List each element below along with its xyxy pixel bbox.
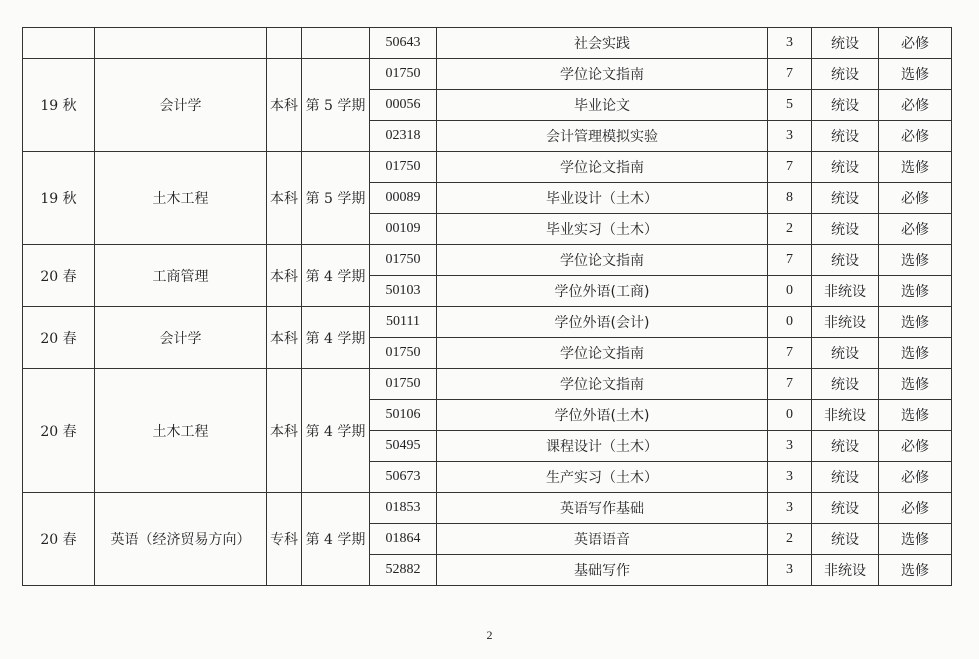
course-type-cell: 统设 [812, 369, 879, 400]
course-code-cell: 50643 [370, 28, 437, 59]
course-code-cell: 52882 [370, 555, 437, 586]
group-semester-cell: 第 4 学期 [302, 307, 370, 369]
course-name-cell: 学位外语(会计) [437, 307, 768, 338]
group-major-cell: 英语（经济贸易方向） [95, 493, 267, 586]
course-credit-cell: 2 [768, 524, 812, 555]
course-nature-cell: 选修 [879, 338, 952, 369]
course-type-cell: 统设 [812, 214, 879, 245]
group-major-cell: 土木工程 [95, 152, 267, 245]
group-level-cell: 本科 [267, 59, 302, 152]
course-type-cell: 非统设 [812, 400, 879, 431]
table-body [23, 28, 952, 586]
group-major-cell: 工商管理 [95, 245, 267, 307]
course-credit-cell: 7 [768, 245, 812, 276]
course-credit-cell: 0 [768, 400, 812, 431]
course-code-cell: 01853 [370, 493, 437, 524]
course-type-cell: 非统设 [812, 276, 879, 307]
table-row [23, 152, 952, 183]
course-code-cell: 50673 [370, 462, 437, 493]
course-name-cell: 生产实习（土木） [437, 462, 768, 493]
course-code-cell: 00109 [370, 214, 437, 245]
table-row [23, 493, 952, 524]
course-name-cell: 学位论文指南 [437, 152, 768, 183]
course-credit-cell: 7 [768, 369, 812, 400]
course-credit-cell: 3 [768, 431, 812, 462]
table-row [23, 28, 952, 59]
course-type-cell: 统设 [812, 245, 879, 276]
course-credit-cell: 3 [768, 555, 812, 586]
course-nature-cell: 选修 [879, 276, 952, 307]
group-term-cell: 20 春 [23, 245, 95, 307]
course-credit-cell: 3 [768, 28, 812, 59]
course-name-cell: 英语语音 [437, 524, 768, 555]
course-name-cell: 会计管理模拟实验 [437, 121, 768, 152]
course-code-cell: 50103 [370, 276, 437, 307]
course-type-cell: 统设 [812, 183, 879, 214]
course-code-cell: 01750 [370, 152, 437, 183]
course-code-cell: 50111 [370, 307, 437, 338]
course-nature-cell: 选修 [879, 369, 952, 400]
group-semester-cell: 第 4 学期 [302, 493, 370, 586]
course-code-cell: 00056 [370, 90, 437, 121]
course-name-cell: 毕业设计（土木） [437, 183, 768, 214]
course-type-cell: 统设 [812, 493, 879, 524]
page-number: 2 [486, 628, 493, 642]
group-level-cell [267, 28, 302, 59]
course-type-cell: 统设 [812, 462, 879, 493]
table-row [23, 369, 952, 400]
course-type-cell: 统设 [812, 431, 879, 462]
course-name-cell: 社会实践 [437, 28, 768, 59]
course-name-cell: 学位外语(土木) [437, 400, 768, 431]
course-type-cell: 统设 [812, 90, 879, 121]
course-type-cell: 统设 [812, 338, 879, 369]
course-nature-cell: 选修 [879, 400, 952, 431]
group-term-cell [23, 28, 95, 59]
group-term-cell: 20 春 [23, 369, 95, 493]
course-code-cell: 01750 [370, 59, 437, 90]
course-nature-cell: 必修 [879, 28, 952, 59]
table-row [23, 59, 952, 90]
course-name-cell: 学位论文指南 [437, 369, 768, 400]
course-nature-cell: 选修 [879, 152, 952, 183]
group-semester-cell: 第 4 学期 [302, 245, 370, 307]
group-semester-cell: 第 4 学期 [302, 369, 370, 493]
course-code-cell: 00089 [370, 183, 437, 214]
course-type-cell: 非统设 [812, 555, 879, 586]
group-major-cell [95, 28, 267, 59]
course-credit-cell: 2 [768, 214, 812, 245]
group-level-cell: 本科 [267, 307, 302, 369]
course-credit-cell: 7 [768, 338, 812, 369]
group-semester-cell: 第 5 学期 [302, 152, 370, 245]
course-name-cell: 学位外语(工商) [437, 276, 768, 307]
group-term-cell: 19 秋 [23, 59, 95, 152]
group-level-cell: 本科 [267, 245, 302, 307]
course-code-cell: 50106 [370, 400, 437, 431]
course-type-cell: 统设 [812, 524, 879, 555]
course-schedule-table [22, 27, 952, 586]
course-type-cell: 统设 [812, 59, 879, 90]
group-term-cell: 19 秋 [23, 152, 95, 245]
table-row [23, 307, 952, 338]
course-code-cell: 01750 [370, 338, 437, 369]
course-name-cell: 学位论文指南 [437, 245, 768, 276]
course-nature-cell: 必修 [879, 214, 952, 245]
course-credit-cell: 7 [768, 152, 812, 183]
group-term-cell: 20 春 [23, 493, 95, 586]
group-major-cell: 会计学 [95, 59, 267, 152]
course-code-cell: 01864 [370, 524, 437, 555]
course-name-cell: 基础写作 [437, 555, 768, 586]
course-credit-cell: 8 [768, 183, 812, 214]
course-nature-cell: 必修 [879, 183, 952, 214]
course-nature-cell: 选修 [879, 245, 952, 276]
course-nature-cell: 必修 [879, 493, 952, 524]
course-nature-cell: 必修 [879, 121, 952, 152]
course-nature-cell: 选修 [879, 307, 952, 338]
table-row [23, 245, 952, 276]
course-credit-cell: 7 [768, 59, 812, 90]
group-major-cell: 土木工程 [95, 369, 267, 493]
group-level-cell: 专科 [267, 493, 302, 586]
course-credit-cell: 5 [768, 90, 812, 121]
group-term-cell: 20 春 [23, 307, 95, 369]
course-name-cell: 课程设计（土木） [437, 431, 768, 462]
course-name-cell: 学位论文指南 [437, 338, 768, 369]
group-level-cell: 本科 [267, 152, 302, 245]
course-nature-cell: 必修 [879, 90, 952, 121]
course-code-cell: 02318 [370, 121, 437, 152]
course-type-cell: 统设 [812, 28, 879, 59]
course-code-cell: 50495 [370, 431, 437, 462]
course-nature-cell: 选修 [879, 524, 952, 555]
course-type-cell: 统设 [812, 152, 879, 183]
course-code-cell: 01750 [370, 369, 437, 400]
course-name-cell: 毕业论文 [437, 90, 768, 121]
course-type-cell: 统设 [812, 121, 879, 152]
course-name-cell: 毕业实习（土木） [437, 214, 768, 245]
course-nature-cell: 选修 [879, 59, 952, 90]
group-semester-cell: 第 5 学期 [302, 59, 370, 152]
group-semester-cell [302, 28, 370, 59]
course-type-cell: 非统设 [812, 307, 879, 338]
course-name-cell: 学位论文指南 [437, 59, 768, 90]
course-credit-cell: 0 [768, 307, 812, 338]
group-major-cell: 会计学 [95, 307, 267, 369]
course-code-cell: 01750 [370, 245, 437, 276]
course-credit-cell: 3 [768, 462, 812, 493]
course-nature-cell: 必修 [879, 462, 952, 493]
course-nature-cell: 选修 [879, 555, 952, 586]
course-name-cell: 英语写作基础 [437, 493, 768, 524]
course-credit-cell: 0 [768, 276, 812, 307]
course-credit-cell: 3 [768, 121, 812, 152]
course-credit-cell: 3 [768, 493, 812, 524]
course-nature-cell: 必修 [879, 431, 952, 462]
group-level-cell: 本科 [267, 369, 302, 493]
